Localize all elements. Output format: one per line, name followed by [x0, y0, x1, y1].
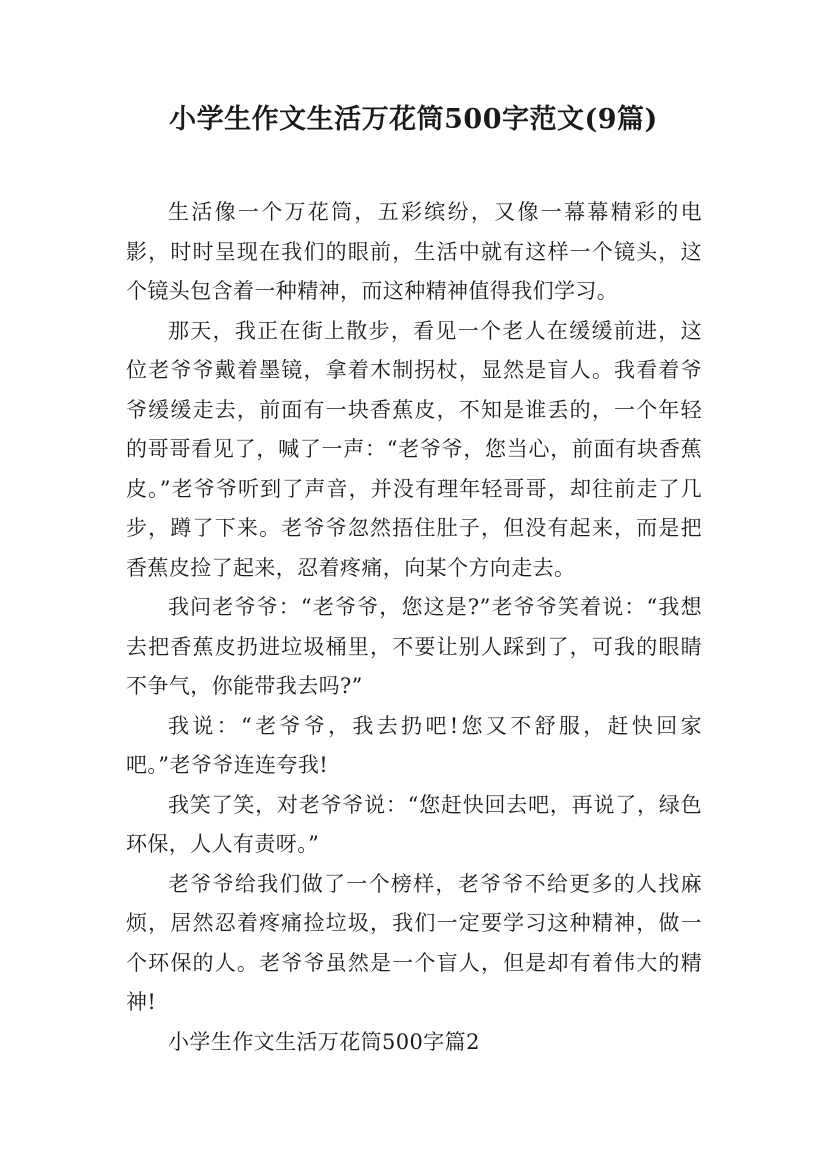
- paragraph-story: 那天，我正在街上散步，看见一个老人在缓缓前进，这位老爷爷戴着墨镜，拿着木制拐杖，显然是盲人。我看着爷爷缓缓走去，前面有一块香蕉皮，不知是谁丢的，一个年轻的哥哥看见了，喊了一声：“老爷爷，您当心，前面有块香蕉皮。”老爷爷听到了声音，并没有理年轻哥哥，却往前走了几步，蹲了下来。老爷爷忽然捂住肚子，但没有起来，而是把香蕉皮捡了起来，忍着疼痛，向某个方向走去。: [126, 318, 702, 580]
- paragraph-question: 我问老爷爷：“老爷爷，您这是?”老爷爷笑着说：“我想去把香蕉皮扔进垃圾桶里，不要让别人踩到了，可我的眼睛不争气，你能带我去吗?”: [126, 595, 702, 698]
- paragraph-reply: 我说：“老爷爷，我去扔吧!您又不舒服，赶快回家吧。”老爷爷连连夸我!: [126, 713, 702, 777]
- paragraph-environment: 我笑了笑，对老爷爷说：“您赶快回去吧，再说了，绿色环保，人人有责呀。”: [126, 792, 702, 856]
- paragraph-intro: 生活像一个万花筒，五彩缤纷，又像一幕幕精彩的电影，时时呈现在我们的眼前，生活中就有这样一个镜头，这个镜头包含着一种精神，而这种精神值得我们学习。: [126, 200, 702, 303]
- paragraph-conclusion: 老爷爷给我们做了一个榜样，老爷爷不给更多的人找麻烦，居然忍着疼痛捡垃圾，我们一定要学习这种精神，做一个环保的人。老爷爷虽然是一个盲人，但是却有着伟大的精神!: [126, 871, 702, 1014]
- section-heading: 小学生作文生活万花筒500字篇2: [168, 1029, 480, 1054]
- document-title: 小学生作文生活万花筒500字范文(9篇): [169, 104, 658, 135]
- document-body: [126, 193, 702, 1062]
